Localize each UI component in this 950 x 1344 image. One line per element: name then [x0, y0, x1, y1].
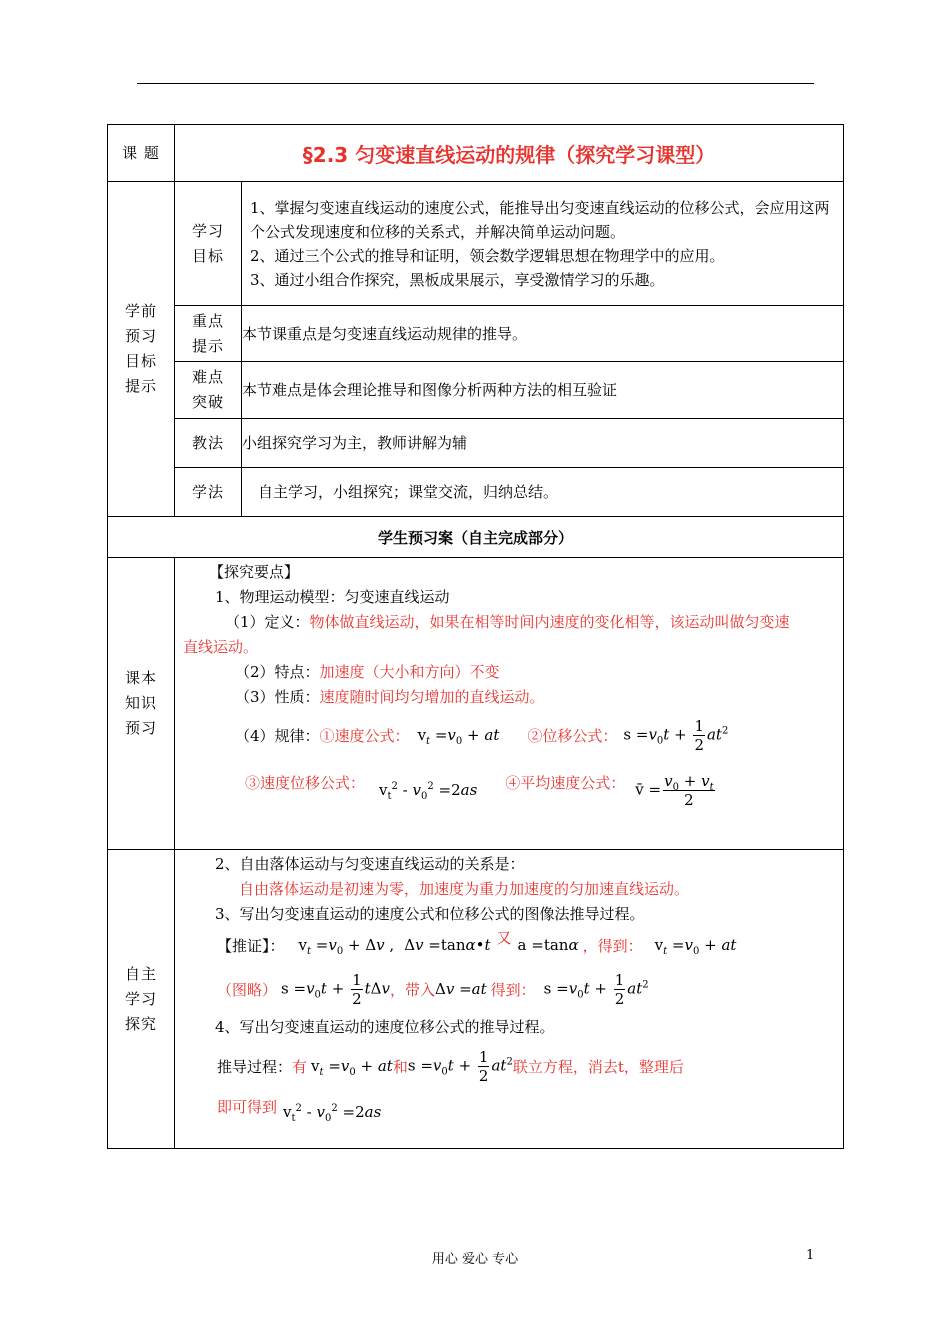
law-line-2: [183, 760, 837, 820]
derivation-have: 有: [292, 1057, 308, 1076]
velocity-displacement-formula: $v_t^2 - v_0^2 =2as$: [379, 781, 478, 802]
textbook-label: 课本知识预习: [108, 558, 175, 850]
derivation-solve: 联立方程，消去t，整理后: [512, 1057, 684, 1076]
derivation-line: [183, 1040, 837, 1092]
goals-content: [242, 182, 844, 306]
average-velocity-label: ④平均速度公式：: [505, 773, 626, 792]
derivation-formula-1: $v_t =v_0$ + at: [311, 1057, 393, 1078]
graph-omitted: （图略）: [217, 980, 278, 999]
self-study-label: 自主学习探究: [108, 850, 175, 1149]
proof-label: 【推证】：: [217, 936, 285, 955]
property-label: （3）性质：: [235, 688, 320, 706]
question-4: 4、写出匀变速直运动的速度位移公式的推导过程。: [215, 1018, 555, 1036]
preview-targets-label: 学前预习目标提示: [108, 182, 175, 517]
textbook-content: [175, 558, 844, 850]
key-row: [108, 306, 844, 362]
velocity-displacement-label: ③速度位移公式：: [245, 773, 366, 792]
graph-formula-3: $s =v_0t$ + $\frac{1}{2}$ $at^2$: [543, 970, 649, 1008]
key-label: 重点提示: [175, 306, 242, 362]
graph-formula-2: Δv =at: [434, 980, 487, 998]
displacement-formula: $s =v_0t$ + $\frac{1}{2}$ $at^2$: [623, 716, 729, 754]
explore-heading: 【探究要点】: [209, 563, 300, 581]
header-rule: [137, 83, 814, 84]
goal-item: 3、通过小组合作探究，黑板成果展示，享受激情学习的乐趣。: [250, 270, 665, 289]
title-row: [108, 125, 844, 182]
definition-cont: 直线运动。: [183, 638, 259, 656]
law-label: （4）规律：: [235, 726, 320, 745]
velocity-formula: $v_t =v_0$ + at: [417, 726, 500, 747]
question-2: 2、自由落体运动与匀变速直线运动的关系是：: [215, 855, 525, 873]
feature-line: [183, 660, 837, 685]
property-line: [183, 685, 837, 710]
derivation-formula-2: $s =v_0t$ + $\frac{1}{2}$ $at^2$: [407, 1047, 513, 1085]
law-line-1: [183, 710, 837, 760]
proof-formula-1: $v_t =v_0 + \Delta v$ ,: [298, 936, 395, 957]
topic-label: 课 题: [108, 125, 175, 182]
proof-formula-4: $v_t =v_0$ + at: [654, 936, 737, 957]
proof-line: [183, 927, 837, 963]
section-title: 学生预习案（自主完成部分）: [108, 517, 844, 558]
definition-line: [183, 610, 837, 635]
self-study-row: [108, 850, 844, 1149]
result-label: 即可得到: [217, 1097, 278, 1116]
learning-text: 自主学习，小组探究；课堂交流，归纳总结。: [242, 468, 844, 517]
page-number: 1: [806, 1248, 815, 1263]
proof-also: 又: [496, 928, 512, 947]
question-3: 3、写出匀变速直运动的速度公式和位移公式的图像法推导过程。: [215, 905, 645, 923]
section-row: [108, 517, 844, 558]
graph-formula-1: $s =v_0t$ + $\frac{1}{2}$ tΔv: [281, 970, 390, 1008]
learning-row: [108, 468, 844, 517]
displacement-formula-label: ②位移公式：: [527, 726, 618, 745]
velocity-formula-label: ①速度公式：: [319, 726, 410, 745]
goals-label: 学习目标: [175, 182, 242, 306]
result-line: [183, 1092, 837, 1132]
graph-bring: ，带入: [389, 980, 435, 999]
result-formula: $v_t^2 - v_0^2 =2as$: [283, 1103, 382, 1124]
lesson-title: §2.3 匀变速直线运动的规律（探究学习课型）: [175, 125, 844, 182]
learning-label: 学法: [175, 468, 242, 517]
proof-formula-2: Δv =tanα•t: [404, 936, 491, 954]
graph-got: 得到：: [490, 980, 536, 999]
derivation-and: 和: [392, 1057, 408, 1076]
footer-motto: 用心 爱心 专心: [431, 1252, 519, 1267]
difficulty-text: 本节难点是体会理论推导和图像分析两种方法的相互验证: [242, 362, 844, 419]
self-study-content: [175, 850, 844, 1149]
definition-label: （1）定义：: [225, 613, 310, 631]
goal-item: 1、掌握匀变速直线运动的速度公式，能推导出匀变速直线运动的位移公式，会应用这两个公式发现速度和位移的关系式，并解决简单运动问题。: [250, 198, 830, 241]
model-line: 1、物理运动模型：匀变速直线运动: [215, 588, 450, 606]
derivation-label: 推导过程：: [217, 1057, 293, 1076]
goals-row: [108, 182, 844, 306]
teaching-label: 教法: [175, 419, 242, 468]
average-velocity-formula: v̄ = $\frac{v_0 + v_t}{2}$: [635, 771, 714, 809]
feature-label: （2）特点：: [235, 663, 320, 681]
difficulty-row: [108, 362, 844, 419]
teaching-row: [108, 419, 844, 468]
key-text: 本节课重点是匀变速直线运动规律的推导。: [242, 306, 844, 362]
teaching-text: 小组探究学习为主，教师讲解为辅: [242, 419, 844, 468]
proof-got: ，得到：: [582, 936, 643, 955]
property-text: 速度随时间均匀增加的直线运动。: [319, 688, 545, 706]
feature-text: 加速度（大小和方向）不变: [319, 663, 500, 681]
graph-proof-line: [183, 963, 837, 1015]
answer-2: 自由落体运动是初速为零，加速度为重力加速度的匀加速直线运动。: [239, 880, 690, 898]
difficulty-label: 难点突破: [175, 362, 242, 419]
lesson-plan-table: [107, 124, 844, 1149]
goal-item: 2、通过三个公式的推导和证明，领会数学逻辑思想在物理学中的应用。: [250, 246, 725, 265]
definition-text: 物体做直线运动，如果在相等时间内速度的变化相等，该运动叫做匀变速: [309, 613, 790, 631]
proof-formula-3: a =tanα: [517, 936, 579, 954]
textbook-row: [108, 558, 844, 850]
